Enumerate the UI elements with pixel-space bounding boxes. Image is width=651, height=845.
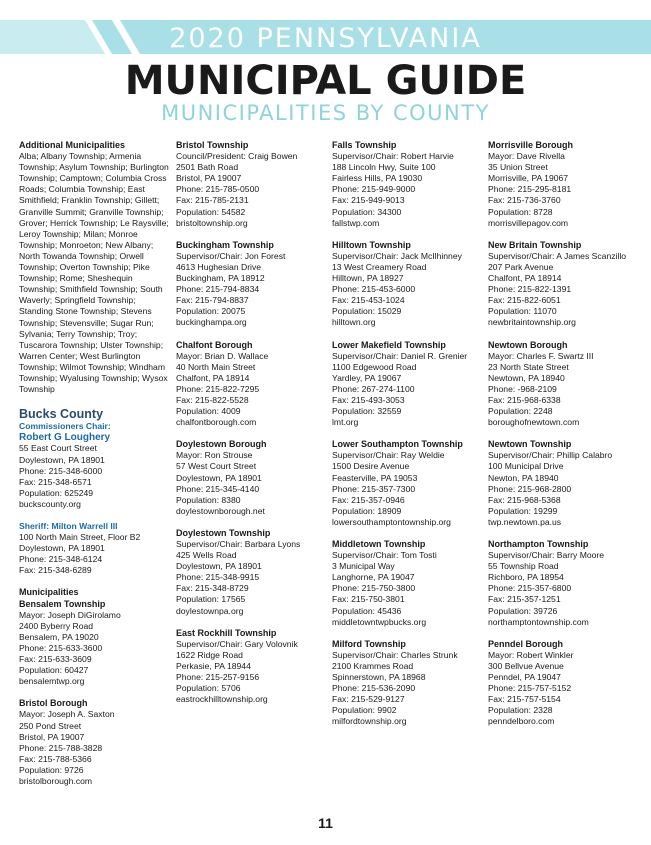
municipality-entry — [332, 439, 482, 528]
entry-line: Population: 9902 — [332, 705, 397, 716]
entry-line: Chalfont, PA 18914 — [176, 372, 250, 383]
municipality-name: Buckingham Township — [176, 239, 274, 250]
municipality-name: Chalfont Borough — [176, 339, 253, 350]
entry-website: penndelboro.com — [488, 716, 555, 727]
entry-line: Population: 20075 — [176, 306, 246, 317]
entry-line: Perkasie, PA 18944 — [176, 660, 251, 671]
entry-line: Fax: 215-968-5368 — [488, 494, 561, 505]
entry-line: Fax: 215-348-8729 — [176, 583, 249, 594]
entry-website: boroughofnewtown.com — [488, 417, 580, 428]
entry-line: Morrisville, PA 19067 — [488, 173, 569, 184]
entry-website: bristoltownship.org — [176, 217, 248, 228]
municipality-entry — [488, 539, 638, 628]
municipality-name: Falls Township — [332, 140, 397, 150]
entry-line: Fax: 215-788-5366 — [19, 753, 92, 764]
entry-line: Population: 32559 — [332, 406, 402, 417]
entry-line: Population: 5706 — [176, 683, 241, 694]
entry-line: Phone: 267-274-1100 — [332, 383, 415, 394]
entry-line: Phone: 215-794-8834 — [176, 284, 260, 295]
entry-line: Phone: 215-345-4140 — [176, 483, 260, 494]
entry-line: Supervisor/Chair: Phillip Calabro — [488, 450, 613, 461]
entry-line: Hilltown, PA 18927 — [332, 273, 404, 284]
entry-website: lowersouthamptontownship.org — [332, 516, 451, 527]
entry-website: chalfontborough.com — [176, 417, 257, 428]
municipality-name: Lower Makefield Township — [332, 339, 446, 350]
entry-line: Fax: 215-633-3609 — [19, 654, 92, 665]
entry-line: Fax: 215-757-5154 — [488, 694, 561, 705]
municipality-entry — [176, 528, 326, 617]
entry-line: Supervisor/Chair: Ray Weldie — [332, 450, 445, 461]
column-3 — [332, 140, 482, 739]
municipality-name: Penndel Borough — [488, 638, 563, 649]
page-title: MUNICIPAL GUIDE — [124, 58, 527, 104]
column-1 — [19, 140, 169, 798]
entry-line: Buckingham, PA 18912 — [176, 273, 265, 284]
entry-website: northamptontownship.com — [488, 616, 589, 627]
municipality-name: Doylestown Township — [176, 527, 271, 538]
entry-website: eastrockhilltownship.org — [176, 694, 268, 705]
entry-line: Mayor: Joseph A. Saxton — [19, 709, 115, 720]
entry-line: Council/President: Craig Bowen — [176, 151, 298, 162]
municipality-entry — [176, 140, 326, 229]
municipality-entry — [488, 439, 638, 528]
entry-website: fallstwp.com — [332, 217, 380, 228]
entry-line: 23 North State Street — [488, 361, 569, 372]
entry-line: Phone: 215-348-9915 — [176, 572, 260, 583]
county-line: Doylestown, PA 18901 — [19, 454, 105, 465]
entry-line: 35 Union Street — [488, 162, 548, 173]
entry-line: Population: 2248 — [488, 406, 553, 417]
entry-line: Population: 18909 — [332, 505, 402, 516]
entry-line: Fax: 215-785-2131 — [176, 195, 249, 206]
entry-line: 2501 Bath Road — [176, 162, 239, 173]
entry-line: 250 Pond Street — [19, 720, 82, 731]
entry-line: 4613 Hughesian Drive — [176, 261, 262, 272]
municipality-name: Northampton Township — [488, 539, 589, 549]
entry-line: Supervisor/Chair: Tom Tosti — [332, 550, 437, 561]
additional-municipalities-title: Additional Municipalities — [19, 140, 126, 150]
entry-line: Supervisor/Chair: Jack McIlhinney — [332, 250, 462, 261]
entry-line: Population: 15029 — [332, 306, 402, 317]
entry-line: Population: 17565 — [176, 594, 246, 605]
additional-municipalities-list: Alba; Albany Township; Armenia Township; Asylum Township; Burlington Township; Camptown; Columbia Cross Roads; Columbia Township; East Smithfield; Franklin Township; Gillett; Granville Summit; Granville Township; Grover; Herrick Township; Le Raysville; Leroy Township; Milan; Monroe Township; Monroeton; New Albany; North Towanda Township; Orwell Township; Overton Township; Pike Township; Rome; Sheshequin Township; Smithfield Township; South Waverly; Springfield Township; Standing Stone Township; Stevens Township; Stevensville; Sugar Run; Sylvania; Terry Township; Troy; Tuscarora Township; Ulster Township; Warren Center; West Burlington Township; Wilmot Township; Windham Township; Wyalusing Township; Wysox Township — [19, 151, 169, 395]
entry-line: Phone: 215-295-8181 — [488, 184, 572, 195]
municipality-name: Bristol Borough — [19, 698, 88, 709]
entry-line: Supervisor/Chair: Gary Volovnik — [176, 638, 298, 649]
entry-line: Phone: 215-822-7295 — [176, 383, 260, 394]
municipality-entry — [332, 639, 482, 728]
municipality-entry — [488, 240, 638, 329]
entry-website: milfordtownship.org — [332, 716, 407, 727]
entry-website: doylestownpa.org — [176, 605, 244, 616]
entry-line: Yardley, PA 19067 — [332, 372, 402, 383]
sheriff-line: Doylestown, PA 18901 — [19, 543, 105, 554]
municipality-entry — [176, 628, 326, 706]
municipality-entry — [176, 240, 326, 329]
entry-line: Chalfont, PA 18914 — [488, 273, 562, 284]
entry-line: Population: 19299 — [488, 505, 558, 516]
county-line: Phone: 215-348-6000 — [19, 465, 103, 476]
entry-line: 425 Wells Road — [176, 550, 237, 561]
banner-title: 2020 PENNSYLVANIA — [169, 23, 482, 54]
entry-line: Fax: 215-750-3801 — [332, 594, 405, 605]
entry-line: Phone: 215-785-0500 — [176, 184, 260, 195]
entry-website: hilltown.org — [332, 317, 376, 328]
municipality-name: Milford Township — [332, 638, 406, 649]
entry-line: 1100 Edgewood Road — [332, 361, 417, 372]
entry-line: Mayor: Robert Winkler — [488, 649, 574, 660]
municipality-name: Doylestown Borough — [176, 439, 267, 450]
entry-line: Population: 34300 — [332, 206, 402, 217]
entry-line: Phone: -968-2109 — [488, 383, 557, 394]
entry-website: middletowntwpbucks.org — [332, 616, 427, 627]
entry-line: Fairless Hills, PA 19030 — [332, 173, 423, 184]
county-website: buckscounty.org — [19, 498, 81, 509]
municipality-name: East Rockhill Township — [176, 627, 277, 638]
entry-line: Mayor: Brian D. Wallace — [176, 350, 269, 361]
sheriff-line: Phone: 215-348-6124 — [19, 554, 103, 565]
entry-line: Supervisor/Chair: Charles Strunk — [332, 649, 458, 660]
entry-line: Newtown, PA 18940 — [488, 372, 565, 383]
entry-line: Population: 4009 — [176, 406, 241, 417]
municipality-entry — [488, 340, 638, 429]
entry-line: Doylestown, PA 18901 — [176, 472, 262, 483]
municipality-entry — [332, 340, 482, 429]
entry-line: Phone: 215-750-3800 — [332, 583, 416, 594]
entry-line: Richboro, PA 18954 — [488, 572, 564, 583]
entry-line: Population: 60427 — [19, 665, 89, 676]
entry-line: Phone: 215-257-9156 — [176, 672, 260, 683]
entry-line: Phone: 215-453-6000 — [332, 284, 416, 295]
entry-line: Fax: 215-822-5528 — [176, 394, 249, 405]
entry-line: Population: 11070 — [488, 306, 557, 317]
municipality-entry — [176, 439, 326, 517]
entry-line: Supervisor/Chair: Daniel R. Grenier — [332, 350, 468, 361]
entry-line: Newton, PA 18940 — [488, 472, 559, 483]
entry-line: Phone: 215-357-7300 — [332, 483, 416, 494]
municipality-entry — [176, 340, 326, 429]
entry-line: Phone: 215-788-3828 — [19, 742, 103, 753]
entry-line: Phone: 215-968-2800 — [488, 483, 572, 494]
entry-line: Population: 8380 — [176, 494, 241, 505]
entry-line: Phone: 215-536-2090 — [332, 683, 416, 694]
sheriff-name: Sheriff: Milton Warrell III — [19, 521, 118, 531]
column-2 — [176, 140, 326, 716]
page-number: 11 — [318, 815, 333, 831]
entry-line: 188 Lincoln Hwy, Suite 100 — [332, 162, 436, 173]
municipality-entry — [332, 140, 482, 229]
county-line: 55 East Court Street — [19, 443, 97, 454]
header-banner — [0, 20, 651, 54]
municipality-name: Bensalem Township — [19, 598, 106, 609]
entry-line: Supervisor/Chair: Barry Moore — [488, 550, 605, 561]
municipality-name: Bristol Township — [176, 140, 249, 150]
municipality-name: New Britain Township — [488, 239, 582, 250]
entry-line: Bristol, PA 19007 — [19, 731, 85, 742]
municipality-entry — [488, 639, 638, 728]
entry-line: 1500 Desire Avenue — [332, 461, 410, 472]
entry-line: Supervisor/Chair: Jon Forest — [176, 250, 286, 261]
municipality-entry — [488, 140, 638, 229]
municipality-entry — [332, 539, 482, 628]
entry-line: Supervisor/Chair: Barbara Lyons — [176, 539, 301, 549]
entry-line: 207 Park Avenue — [488, 261, 554, 272]
entry-website: lmt.org — [332, 417, 359, 428]
entry-line: Phone: 215-822-1391 — [488, 284, 572, 295]
entry-line: Fax: 215-493-3053 — [332, 394, 405, 405]
entry-line: Feasterville, PA 19053 — [332, 472, 418, 483]
entry-website: bristolborough.com — [19, 775, 93, 786]
entry-line: Bristol, PA 19007 — [176, 173, 242, 184]
county-line: Fax: 215-348-6571 — [19, 476, 92, 487]
entry-website: morrisvillepagov.com — [488, 217, 569, 228]
county-line: Population: 625249 — [19, 487, 94, 498]
entry-line: Fax: 215-949-9013 — [332, 195, 405, 206]
entry-line: Phone: 215-949-9000 — [332, 184, 416, 195]
municipality-name: Newtown Township — [488, 439, 572, 450]
municipality-name: Newtown Borough — [488, 339, 568, 350]
entry-line: Spinnerstown, PA 18968 — [332, 672, 426, 683]
entry-line: Fax: 215-453-1024 — [332, 295, 405, 306]
entry-line: 2100 Krammes Road — [332, 660, 414, 671]
entry-website: bensalemtwp.org — [19, 676, 85, 687]
entry-line: Fax: 215-736-3760 — [488, 195, 561, 206]
entry-line: Fax: 215-794-8837 — [176, 295, 249, 306]
entry-line: 57 West Court Street — [176, 461, 257, 472]
municipality-name: Lower Southampton Township — [332, 439, 463, 450]
entry-website: twp.newtown.pa.us — [488, 516, 562, 527]
entry-line: Population: 9726 — [19, 764, 84, 775]
entry-line: Phone: 215-757-5152 — [488, 683, 572, 694]
entry-line: Fax: 215-968-6338 — [488, 394, 561, 405]
entry-line: 300 Bellvue Avenue — [488, 660, 564, 671]
county-info — [19, 443, 169, 510]
entry-website: buckinghampa.org — [176, 317, 247, 328]
page-subtitle: MUNICIPALITIES BY COUNTY — [161, 101, 490, 125]
entry-line: Fax: 215-357-0946 — [332, 494, 405, 505]
entry-line: Fax: 215-529-9127 — [332, 694, 405, 705]
county-title: Bucks County — [19, 407, 104, 422]
entry-website: doylestownborough.net — [176, 505, 265, 516]
entry-line: Fax: 215-822-6051 — [488, 295, 561, 306]
municipality-entry — [19, 599, 169, 688]
entry-line: Penndel, PA 19047 — [488, 672, 561, 683]
entry-line: 3 Municipal Way — [332, 561, 395, 572]
entry-line: 40 North Main Street — [176, 361, 256, 372]
entry-line: 100 Municipal Drive — [488, 461, 564, 472]
entry-line: Mayor: Ron Strouse — [176, 450, 253, 461]
entry-line: Supervisor/Chair: A James Scanzillo — [488, 250, 627, 261]
entry-line: Doylestown, PA 18901 — [176, 561, 262, 572]
commissioners-name: Robert G Loughery — [19, 432, 111, 444]
entry-line: Supervisor/Chair: Robert Harvie — [332, 151, 454, 162]
sheriff-line: Fax: 215-348-6289 — [19, 565, 92, 576]
entry-line: Mayor: Joseph DiGirolamo — [19, 609, 121, 620]
municipality-name: Morrisville Borough — [488, 140, 574, 150]
municipality-name: Middletown Township — [332, 539, 426, 549]
entry-line: Langhorne, PA 19047 — [332, 572, 415, 583]
entry-line: 55 Township Road — [488, 561, 559, 572]
entry-website: newbritaintownship.org — [488, 317, 576, 328]
entry-line: Bensalem, PA 19020 — [19, 631, 99, 642]
commissioners-label: Commissioners Chair: — [19, 421, 111, 432]
entry-line: Fax: 215-357-1251 — [488, 594, 561, 605]
entry-line: Phone: 215-633-3600 — [19, 642, 103, 653]
municipality-entry — [19, 698, 169, 787]
entry-line: Population: 39726 — [488, 605, 558, 616]
municipality-entry — [332, 240, 482, 329]
sheriff-info — [19, 532, 169, 576]
entry-line: Population: 2328 — [488, 705, 553, 716]
entry-line: Population: 8728 — [488, 206, 553, 217]
entry-line: Population: 54582 — [176, 206, 246, 217]
municipality-name: Hilltown Township — [332, 239, 411, 250]
entry-line: Mayor: Charles F. Swartz III — [488, 350, 594, 361]
entry-line: 2400 Byberry Road — [19, 620, 94, 631]
column-4 — [488, 140, 638, 739]
sheriff-line: 100 North Main Street, Floor B2 — [19, 532, 141, 543]
entry-line: Population: 45436 — [332, 605, 402, 616]
entry-line: 1622 Ridge Road — [176, 649, 243, 660]
entry-line: Phone: 215-357-6800 — [488, 583, 572, 594]
municipalities-label: Municipalities — [19, 587, 79, 598]
entry-line: Mayor: Dave Rivella — [488, 151, 565, 162]
entry-line: 13 West Creamery Road — [332, 261, 427, 272]
